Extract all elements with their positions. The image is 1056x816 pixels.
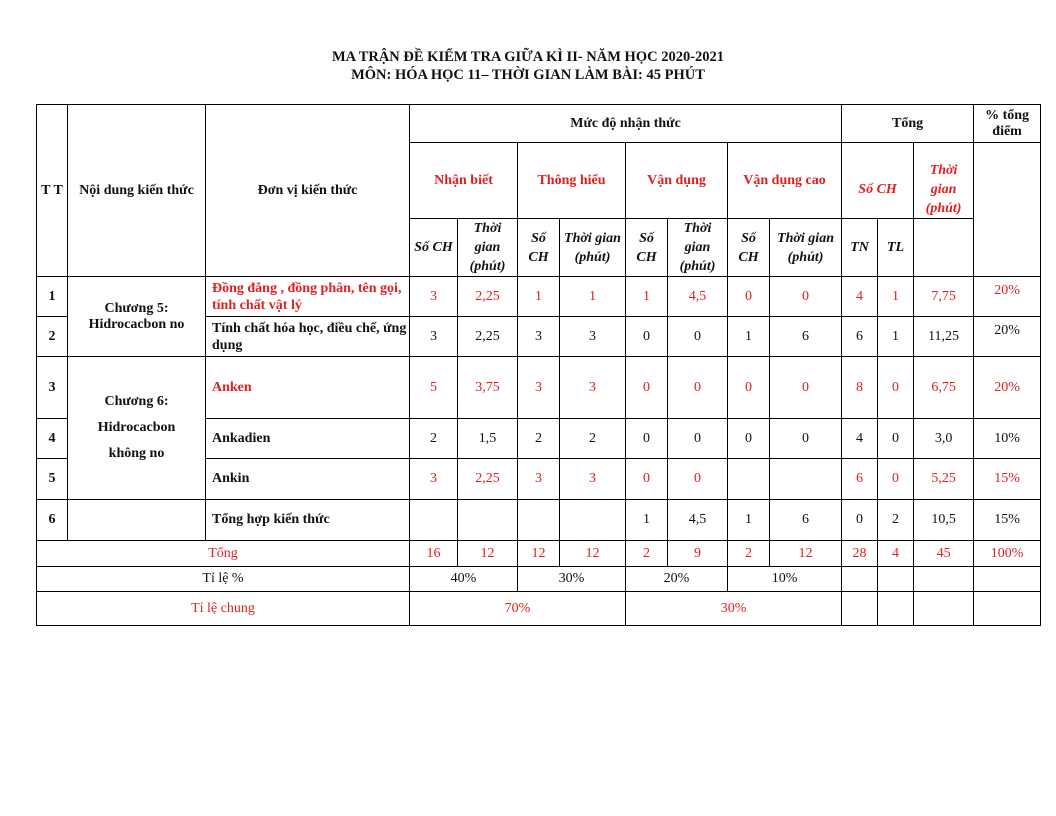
empty-cell [842,592,878,626]
row-tt: 5 [37,459,68,500]
ratio-apply: 20% [626,567,728,592]
header-content: Nội dung kiến thức [68,105,206,277]
row-pct: 20% [974,357,1041,419]
cell: 8 [842,357,878,419]
empty-cell [914,592,974,626]
row-tt: 2 [37,317,68,357]
cell: 2,25 [458,459,518,500]
cell: 12 [560,541,626,567]
cell: 3 [560,317,626,357]
table-row [37,357,1041,419]
header-level-understand: Thông hiểu [518,143,626,219]
header-level-apply-high: Vận dụng cao [728,143,842,219]
cell: 0 [728,419,770,459]
cell: 4,5 [668,500,728,541]
cell: 28 [842,541,878,567]
row-tt: 3 [37,357,68,419]
cell: 2 [878,500,914,541]
overall-ratio-row [37,592,1041,626]
cell: 0 [626,459,668,500]
header-time: Thời gian (phút) [668,219,728,277]
cell: 2 [728,541,770,567]
header-tl: TL [878,219,914,277]
ratio-understand: 30% [518,567,626,592]
cell: 6 [770,317,842,357]
cell: 1 [878,317,914,357]
header-tt: T T [37,105,68,277]
header-so-ch: Số CH [728,219,770,277]
cell: 0 [626,419,668,459]
cell: 7,75 [914,277,974,317]
cell: 4 [842,277,878,317]
cell: 0 [668,357,728,419]
cell: 6 [842,459,878,500]
cell: 6 [770,500,842,541]
cell: 12 [458,541,518,567]
cell: 1 [626,500,668,541]
header-level-apply: Vận dụng [626,143,728,219]
table-row [37,500,1041,541]
cell [410,500,458,541]
matrix-table [36,104,1041,626]
cell: 0 [770,277,842,317]
cell: 4,5 [668,277,728,317]
cell [458,500,518,541]
cell: 12 [518,541,560,567]
cell: 12 [770,541,842,567]
overall-ratio-advanced: 30% [626,592,842,626]
row-unit: Anken [206,357,410,419]
cell: 3,0 [914,419,974,459]
cell: 9 [668,541,728,567]
header-cognitive-level: Mức độ nhận thức [410,105,842,143]
cell: 3,75 [458,357,518,419]
cell: 11,25 [914,317,974,357]
cell: 0 [878,357,914,419]
cell: 0 [668,419,728,459]
cell: 1 [878,277,914,317]
row-pct: 20% [974,317,1041,357]
total-label: Tổng [37,541,410,567]
total-pct: 100% [974,541,1041,567]
total-row [37,541,1041,567]
cell: 3 [560,459,626,500]
header-so-ch: Số CH [410,219,458,277]
header-total-time-empty [914,219,974,277]
cell: 3 [518,459,560,500]
table-row [37,277,1041,317]
row-pct: 20% [974,277,1041,317]
cell: 2,25 [458,317,518,357]
cell: 2 [518,419,560,459]
cell [518,500,560,541]
cell: 4 [878,541,914,567]
cell: 3 [410,459,458,500]
cell: 3 [410,277,458,317]
row-unit: Đồng đẳng , đồng phân, tên gọi, tính chất vật lý [206,277,410,317]
header-unit: Đơn vị kiến thức [206,105,410,277]
row-tt: 1 [37,277,68,317]
cell: 1 [728,500,770,541]
cell: 4 [842,419,878,459]
header-pct-score: % tổng điểm [974,105,1041,143]
cell: 0 [878,459,914,500]
row-unit: Ankin [206,459,410,500]
empty-cell [974,567,1041,592]
cell: 5,25 [914,459,974,500]
cell: 5 [410,357,458,419]
cell: 0 [842,500,878,541]
cell: 0 [626,357,668,419]
document-title-line2: MÔN: HÓA HỌC 11– THỜI GIAN LÀM BÀI: 45 PHÚT [351,67,705,83]
ratio-row [37,567,1041,592]
empty-cell [878,592,914,626]
chapter-6 [68,357,206,500]
chapter-5: Chương 5: Hidrocacbon no [68,277,206,357]
cell: 0 [668,317,728,357]
cell: 1 [728,317,770,357]
cell: 3 [518,357,560,419]
cell: 6 [842,317,878,357]
cell: 1 [626,277,668,317]
cell: 0 [668,459,728,500]
header-so-ch: Số CH [626,219,668,277]
cell: 3 [560,357,626,419]
row-unit: Tổng hợp kiến thức [206,500,410,541]
header-time: Thời gian (phút) [458,219,518,277]
empty-cell [914,567,974,592]
row-unit: Tính chất hóa học, điều chế, ứng dụng [206,317,410,357]
header-tn: TN [842,219,878,277]
cell: 1,5 [458,419,518,459]
cell: 0 [878,419,914,459]
cell: 16 [410,541,458,567]
chapter-6-line: không no [108,446,165,461]
row-pct: 15% [974,500,1041,541]
cell: 2 [560,419,626,459]
cell: 1 [560,277,626,317]
cell: 6,75 [914,357,974,419]
row-tt: 6 [37,500,68,541]
cell [770,459,842,500]
row-pct: 10% [974,419,1041,459]
ratio-apply-high: 10% [728,567,842,592]
chapter-6-line: Chương 6: [104,394,169,409]
ratio-recognize: 40% [410,567,518,592]
cell: 2,25 [458,277,518,317]
header-total-so-ch: Số CH [842,143,914,219]
ratio-label: Tỉ lệ % [37,567,410,592]
overall-ratio-basic: 70% [410,592,626,626]
row-chapter-empty [68,500,206,541]
cell: 0 [626,317,668,357]
header-so-ch: Số CH [518,219,560,277]
header-time: Thời gian (phút) [560,219,626,277]
header-pct-empty [974,143,1041,277]
header-level-recognize: Nhận biết [410,143,518,219]
cell: 10,5 [914,500,974,541]
cell: 1 [518,277,560,317]
cell: 0 [770,357,842,419]
cell: 2 [626,541,668,567]
cell: 45 [914,541,974,567]
header-total: Tổng [842,105,974,143]
empty-cell [842,567,878,592]
cell: 3 [518,317,560,357]
cell [728,459,770,500]
document-title-line1: MA TRẬN ĐỀ KIỂM TRA GIỮA KÌ II- NĂM HỌC 2020-2021 [331,49,725,65]
cell: 0 [728,357,770,419]
empty-cell [878,567,914,592]
overall-ratio-label: Tỉ lệ chung [37,592,410,626]
cell: 0 [770,419,842,459]
row-unit: Ankadien [206,419,410,459]
cell: 0 [728,277,770,317]
cell: 2 [410,419,458,459]
chapter-6-line: Hidrocacbon [97,420,176,435]
cell: 3 [410,317,458,357]
header-total-time: Thời gian (phút) [914,143,974,219]
cell [560,500,626,541]
header-time: Thời gian (phút) [770,219,842,277]
row-pct: 15% [974,459,1041,500]
row-tt: 4 [37,419,68,459]
empty-cell [974,592,1041,626]
